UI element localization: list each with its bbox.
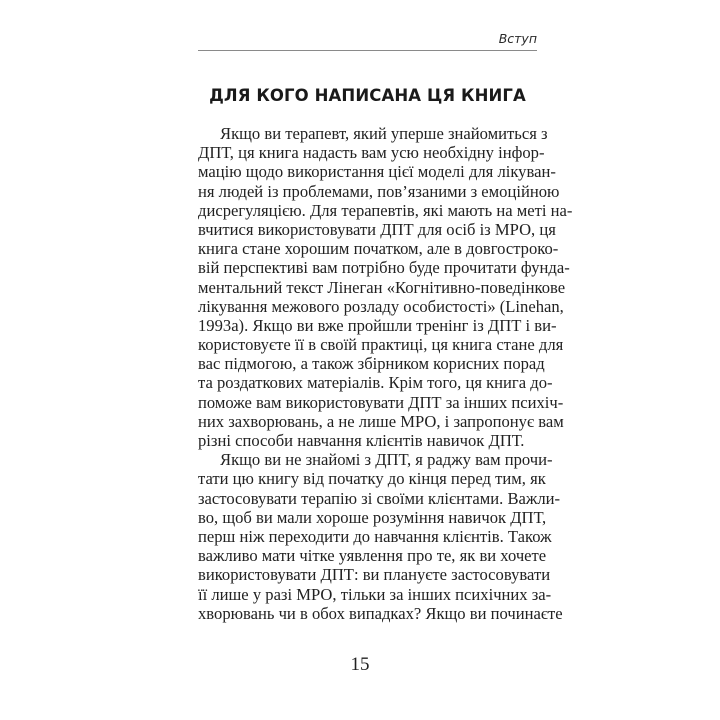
text-line: хворювань чи в обох випадках? Якщо ви починаєте	[198, 603, 563, 623]
text-line: вій перспективі вам потрібно буде прочитати фунда-	[198, 258, 570, 278]
text-line: та роздаткових матеріалів. Крім того, ця книга до-	[198, 373, 553, 393]
page-number: 15	[350, 654, 370, 675]
text-line: них захворювань, а не лише МРО, і запропонує вам	[198, 411, 564, 431]
text-line: дисрегуляцією. Для терапевтів, які мають на меті на-	[198, 200, 573, 220]
text-line: ментальний текст Лінеган «Когнітивно-поведінкове	[198, 277, 566, 297]
text-line: важливо мати чітке уявлення про те, як ви хочете	[198, 546, 547, 566]
text-line: її лише у разі МРО, тільки за інших психічних за-	[198, 584, 552, 604]
text-line: користовуєте її в своїй практиці, ця книга стане для	[198, 335, 564, 355]
text-line: ня людей із проблемами, пов’язаними з емоційною	[198, 181, 560, 201]
text-line: вчитися використовувати ДПТ для осіб із МРО, ця	[198, 219, 556, 239]
text-line: вас підмогою, а також збірником корисних порад	[198, 354, 545, 374]
text-line: 1993a). Якщо ви вже пройшли тренінг із ДПТ і ви-	[198, 315, 557, 335]
header-rule	[198, 50, 537, 51]
text-line: лікування межового розладу особистості» (Linehan,	[198, 296, 564, 316]
section-heading: ДЛЯ КОГО НАПИСАНА ЦЯ КНИГА	[209, 86, 526, 105]
paragraph-2	[198, 450, 563, 623]
text-line: Якщо ви терапевт, який уперше знайомиться з	[220, 124, 548, 143]
text-line: книга стане хорошим початком, але в довгостроко-	[198, 239, 559, 259]
paragraph-1	[198, 124, 573, 450]
text-line: застосовувати терапію зі своїми клієнтами. Важли-	[198, 488, 561, 508]
text-line: мацію щодо використання цієї моделі для лікуван-	[198, 162, 556, 182]
text-line: тати цю книгу від початку до кінця перед тим, як	[198, 469, 546, 489]
text-line: ДПТ, ця книга надасть вам усю необхідну інфор-	[198, 143, 545, 163]
text-line: перш ніж переходити до навчання клієнтів. Також	[198, 526, 552, 546]
text-line: поможе вам використовувати ДПТ за інших психіч-	[198, 392, 564, 412]
running-head: Вступ	[498, 31, 537, 46]
text-line: Якщо ви не знайомі з ДПТ, я раджу вам прочи-	[220, 450, 553, 470]
text-line: різні способи навчання клієнтів навичок ДПТ.	[198, 431, 525, 450]
body-text	[198, 124, 573, 623]
text-line: використовувати ДПТ: ви плануєте застосовувати	[198, 565, 551, 585]
text-line: во, щоб ви мали хороше розуміння навичок ДПТ,	[198, 507, 547, 527]
